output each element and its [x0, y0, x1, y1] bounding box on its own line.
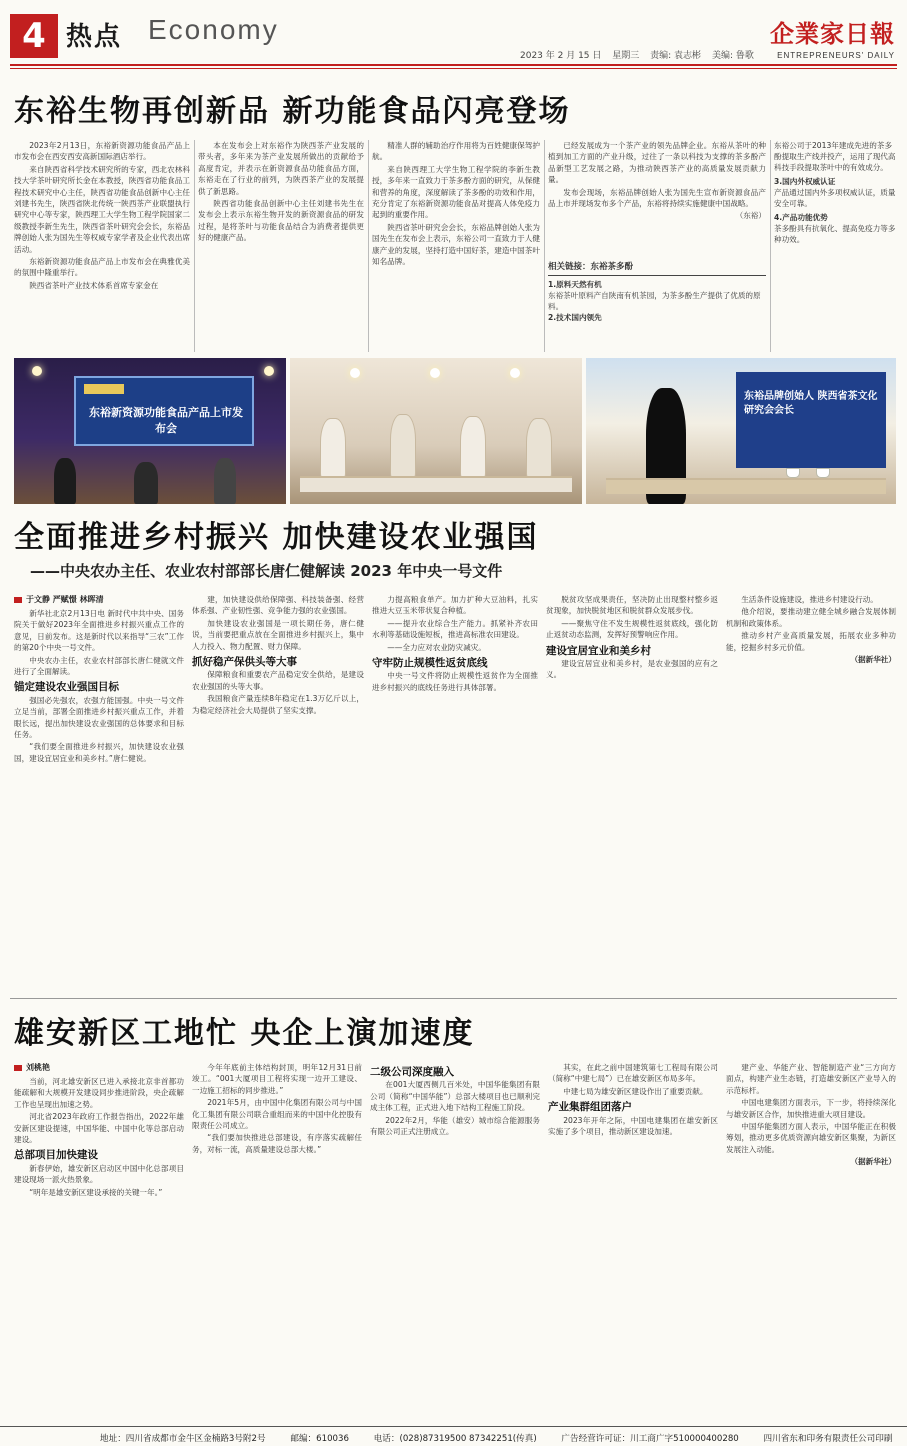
presentation-screen — [736, 372, 886, 468]
paragraph: 新华社北京2月13日电 新时代中共中央、国务院关于做好2023年全面推进乡村振兴重点工作的意见，日前发布。这是新时代以来指导“三农”工作的第20个中央一号文件。 — [14, 609, 184, 653]
tea-table — [300, 476, 572, 492]
article2-column-1 — [14, 608, 184, 992]
article3-column-3 — [370, 1062, 540, 1420]
paragraph: 精准人群的辅助治疗作用将为百姓健康保驾护航。 — [372, 141, 540, 162]
brand-logo-en: ENTREPRENEURS' DAILY — [777, 51, 895, 60]
footer-ad-license: 广告经营许可证：川工商广字510000400280 — [561, 1434, 739, 1444]
footer-phone: 电话：(028)87319500 87342251(传真) — [373, 1434, 537, 1444]
performer-figure — [390, 414, 416, 478]
stage-light — [32, 366, 42, 376]
article2-column-4 — [546, 594, 718, 992]
related-item: 1.原料天然有机 — [548, 280, 602, 289]
masthead-rule-thin — [10, 68, 897, 69]
section-subtitle: 建设宜居宜业和美乡村 — [546, 644, 651, 657]
paragraph: 2023年开年之际，中国电建集团在雄安新区实施了多个项目，推动新区建设加速。 — [548, 1115, 718, 1137]
article2-subhead: ——中央农办主任、农业农村部部长唐仁健解读 2023 年中央一号文件 — [30, 562, 503, 580]
paragraph: 中央一号文件将防止规模性返贫作为全面推进乡村振兴的底线任务进行具体部署。 — [372, 671, 538, 692]
paragraph: 发布会现场，东裕品牌创始人张为国先生宣布新资源食品产品上市并现场发布多个产品，东裕将持续实施健康中国战略。 — [548, 187, 766, 209]
paragraph: 陕西省茶叶产业技术体系首席专家金在 — [29, 280, 159, 290]
paragraph: 已经发展成为一个茶产业的领先品牌企业。东裕从茶叶的种植到加工方面的产业升级，过往了一条以科技为支撑的茶多酚产品新型工艺发展之路，为推动陕西茶产业的高质量发展贡献力量。 — [548, 141, 766, 185]
paragraph: 他介绍说，要推动建立健全城乡融合发展体制机制和政策体系。 — [726, 607, 896, 628]
article3-byline: 刘桃艳 — [14, 1062, 50, 1073]
stage-screen — [74, 376, 254, 446]
paragraph: 生活条件设施建设，推进乡村建设行动。 — [741, 595, 878, 604]
article3-headline: 雄安新区工地忙 央企上演加速度 — [14, 1016, 475, 1051]
issue-meta — [520, 48, 762, 61]
paragraph: 保障粮食和重要农产品稳定安全供给，是建设农业强国的头等大事。 — [192, 670, 364, 691]
stage-light — [264, 366, 274, 376]
ceiling-lamp — [350, 368, 360, 378]
section-subtitle: 总部项目加快建设 — [14, 1149, 98, 1162]
article2-column-5 — [726, 594, 896, 992]
paragraph: “明年是雄安新区建设承接的关键一年。” — [29, 1187, 163, 1197]
page-footer — [0, 1426, 907, 1446]
paragraph: 推动乡村产业高质量发展，拓展农业多种功能，挖掘乡村多元价值。 — [726, 631, 896, 652]
section-subtitle: 守牢防止规模性返贫底线 — [372, 657, 488, 670]
column-divider — [194, 140, 195, 352]
paragraph: 陕西省茶叶研究会会长，东裕品牌创始人张为国先生在发布会上表示，东裕公司一直致力于人健康产业的发展，坚持打造中国好茶，建造中国茶叶知名品牌。 — [372, 222, 540, 267]
masthead-rule — [10, 64, 897, 66]
article1-headline: 东裕生物再创新品 新功能食品闪亮登场 — [14, 94, 571, 129]
paragraph: 本在发布会上对东裕作为陕西茶产业发展的带头者，多年来为茶产业发展所做出的贡献给予高度肯定，并表示在新资源食品功能食品方面，东裕走在了行业的前列，为陕西茶产业的发展提供了新思路。 — [198, 141, 364, 196]
article2-column-2 — [192, 594, 364, 992]
article1-column-4 — [548, 140, 766, 258]
paragraph: 脱贫攻坚成果责任，坚决防止出现整村整乡返贫现象，加快脱贫地区和脱贫群众发展步伐。 — [546, 595, 718, 616]
paragraph: 2021年5月，由中国中化集团有限公司与中国化工集团有限公司联合重组而来的中国中化控股有限责任公司成立。 — [192, 1098, 362, 1131]
paragraph: 在001大厦西侧几百米处，中国华能集团有限公司（简称“中国华能”）总部大楼项目也已顺利完成主体工程，正式进入地下结构工程施工阶段。 — [370, 1080, 540, 1113]
paragraph: 建，加快建设供给保障强、科技装备强、经营体系强、产业韧性强、竞争能力强的农业强国。 — [192, 595, 364, 616]
event-logo — [84, 384, 124, 394]
paragraph: 中央农办主任，农业农村部部长唐仁健就文件进行了全面解读。 — [14, 655, 184, 677]
issue-date: 2023 年 2 月 15 日 — [520, 51, 602, 61]
section-title-en: Economy — [148, 14, 279, 45]
box-intro: 东裕公司于2013年建成先进的茶多酚提取生产线并投产，运用了现代高科技手段提取茶叶中的有效成分。 — [774, 141, 896, 172]
related-item: 2.技术国内领先 — [548, 313, 602, 322]
paragraph: “我们要全面推进乡村振兴，加快建设农业强国，建设宜居宜业和美乡村。”唐仁健说。 — [14, 742, 184, 763]
paragraph: 来自陕西省科学技术研究所的专家，西北农林科技大学茶叶研究所长金在本教授，陕西省功能食品工程技术研究中心主任，陕西省功能食品创新中心主任刘建书先生，陕西省陕北传统一陕西茶产业联盟执行研究中心等专家，陕西理工大学生物工程学院国家二级教授李新生先生，陕西省茶叶研究会会长，东裕品牌创始人张为国先生等权威专家学者及企业代表出席活动。 — [14, 164, 190, 254]
tea-cup — [786, 468, 800, 478]
related-item: 东裕茶叶原料产自陕南有机茶园，为茶多酚生产提供了优质的原料。 — [548, 291, 761, 311]
column-divider — [770, 140, 771, 352]
paragraph: 建设宜居宜业和美乡村，是农业强国的应有之义。 — [546, 659, 718, 680]
article2-byline: 于文静 严赋憬 林晖清 — [14, 594, 104, 605]
paragraph: 建产业、华能产业、智能制造产业“三方向方面点，构建产业生态链，打造雄安新区产业导入的示范标杆。 — [726, 1063, 896, 1095]
paragraph: “我们要加快推进总部建设，有序落实疏解任务，对标一流，高质量建设总部大楼。” — [192, 1133, 362, 1154]
footer-printer: 四川省东和印务有限责任公司印刷 — [763, 1434, 893, 1444]
stage-screen-text: 东裕新资源功能食品产品上市发布会 — [89, 406, 243, 435]
related-link-box — [548, 262, 766, 352]
column-divider — [368, 140, 369, 352]
presentation-screen-text: 东裕品牌创始人 陕西省茶文化研究会会长 — [744, 391, 878, 416]
ceiling-lamp — [510, 368, 520, 378]
paragraph: 力提高粮食单产。加力扩种大豆油料，扎实推进大豆玉米带状复合种植。 — [372, 595, 538, 616]
performer-figure — [460, 416, 486, 478]
brand-logo-cn: 企業家日報 — [770, 19, 895, 48]
paragraph: ——提升农业综合生产能力。抓紧补齐农田水利等基础设施短板，推进高标准农田建设。 — [372, 618, 538, 640]
article1-column-2 — [198, 140, 364, 352]
paragraph: 2022年2月，华能（雄安）城市综合能源服务有限公司正式注册成立。 — [370, 1115, 540, 1137]
attendee-figure — [134, 462, 158, 504]
related-link-continued — [774, 140, 896, 352]
paragraph: 新春伊始，雄安新区启动区中国中化总部项目建设现场一派火热景象。 — [14, 1163, 184, 1185]
ceiling-lamp — [430, 368, 440, 378]
section-subtitle: 抓好稳产保供头等大事 — [192, 656, 297, 669]
editor-credit: 责编: 袁志彬 — [650, 51, 702, 61]
box-item-heading: 3.国内外权威认证 — [774, 177, 836, 186]
paragraph: 河北省2023年政府工作报告指出，2022年雄安新区建设提速，中国华能、中国中化等总部启动建设。 — [14, 1112, 184, 1145]
article1-column-3 — [372, 140, 540, 352]
article3-column-4 — [548, 1062, 718, 1420]
article1-column-1 — [14, 140, 190, 352]
article3-column-2 — [192, 1062, 362, 1420]
photo-tea-ceremony — [290, 358, 582, 504]
paragraph: ——聚焦守住不发生规模性返贫底线，强化防止返贫动态监测，发挥好预警响应作用。 — [546, 618, 718, 640]
paragraph: 中国电建集团方面表示，下一步，将持续深化与雄安新区合作，加快推进重大项目建设。 — [726, 1098, 896, 1119]
box-item: 产品通过国内外多项权威认证，质量安全可靠。 — [774, 188, 896, 208]
box-item: 茶多酚具有抗氧化、提高免疫力等多种功效。 — [774, 224, 896, 244]
article2-column-3 — [372, 594, 538, 992]
paragraph: 2023年2月13日，东裕新资源功能食品产品上市发布会在西安西安高新国际酒店举行。 — [14, 141, 190, 162]
paragraph: 我国粮食产量连续8年稳定在1.3万亿斤以上，为稳定经济社会大局提供了坚实支撑。 — [192, 694, 364, 715]
section-subtitle: 锚定建设农业强国目标 — [14, 681, 119, 694]
performer-figure — [320, 418, 346, 478]
box-item-heading: 4.产品功能优势 — [774, 213, 828, 222]
article-source: （据新华社） — [850, 655, 896, 665]
article-source: （东裕） — [735, 211, 766, 221]
footer-zip: 邮编：610036 — [290, 1434, 349, 1444]
section-divider — [10, 998, 897, 999]
speaker-figure — [54, 458, 76, 504]
photo-launch-stage — [14, 358, 286, 504]
paragraph: ——全力应对农业防灾减灾。 — [387, 642, 486, 652]
issue-weekday: 星期三 — [612, 51, 640, 61]
attendee-figure — [214, 458, 236, 504]
paragraph: 今年年底前主体结构封顶，明年12月31日前竣工。“001大厦项目工程将实现一边开工建设、一边施工招标的同步推进。” — [192, 1063, 362, 1095]
paragraph: 加快建设农业强国是一项长期任务，唐仁健说，当前要把重点放在全面推进乡村振兴上，集中人力投入、物力配置、财力保障。 — [192, 618, 364, 651]
paragraph: 中建七局为雄安新区建设作出了重要贡献。 — [563, 1086, 708, 1096]
article-source: （据新华社） — [850, 1157, 896, 1167]
paragraph: 东裕新资源功能食品产品上市发布会在典雅优美的氛围中隆重举行。 — [14, 257, 190, 278]
paragraph: 来自陕西理工大学生物工程学院的李新生教授，多年来一直致力于茶多酚方面的研究，从保健和营养的角度，深度解读了茶多酚的功效和作用，充分肯定了东裕新资源功能食品对提高人体免疫力起到的重要作用。 — [372, 164, 540, 220]
paragraph: 其实，在此之前中国建筑第七工程局有限公司（简称“中建七局”）已在雄安新区布局多年。 — [548, 1063, 718, 1084]
paragraph: 中国华能集团方面人表示，中国华能正在积极筹划，推动更多优质资源向雄安新区集聚，为新区发展注入动能。 — [726, 1122, 896, 1154]
footer-address: 地址：四川省成都市金牛区金楠路3号附2号 — [100, 1434, 266, 1444]
paragraph: 陕西省功能食品创新中心主任刘建书先生在发布会上表示东裕生物开发的新资源食品的研发过程，是将茶叶与功能食品结合为消费者提供更好的健康产品。 — [198, 199, 364, 243]
section-subtitle: 产业集群组团落户 — [548, 1101, 632, 1114]
photo-speaker — [586, 358, 896, 504]
designer-credit: 美编: 鲁歌 — [711, 51, 754, 61]
paragraph: 强国必先强农，农强方能国强。中央一号文件立足当前，部署全面推进乡村振兴重点工作，并着眼长远，提出加快建设农业强国的总体要求和目标任务。 — [14, 695, 184, 740]
column-divider — [544, 140, 545, 352]
section-title-cn: 热点 — [66, 22, 123, 52]
masthead — [0, 0, 907, 74]
article2-headline: 全面推进乡村振兴 加快建设农业强国 — [14, 520, 539, 555]
article3-column-1 — [14, 1076, 184, 1420]
newspaper-brand — [770, 14, 895, 60]
table — [606, 478, 886, 494]
article3-column-5 — [726, 1062, 896, 1420]
tea-cup — [816, 468, 830, 478]
paragraph: 当前，河北雄安新区已进入承接北京非首都功能疏解和大规模开发建设同步推进阶段，央企疏解工作也呈现出加速之势。 — [14, 1077, 184, 1109]
page-number: 4 — [10, 14, 58, 58]
performer-figure — [526, 418, 552, 478]
section-subtitle: 二级公司深度融入 — [370, 1066, 454, 1078]
divider — [548, 275, 766, 276]
related-link-title: 相关链接：东裕茶多酚 — [548, 262, 634, 272]
